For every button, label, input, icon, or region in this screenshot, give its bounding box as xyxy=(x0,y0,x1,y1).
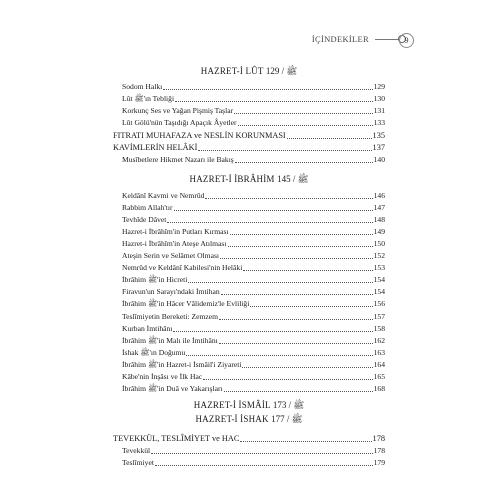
toc-entry-title: İbrâhim ﷺ'in Hazret-i İsmâil'i Ziyareti xyxy=(122,359,242,369)
toc-entry-title: Ateşin Serin ve Selâmet Olması xyxy=(122,251,220,261)
dot-leader xyxy=(228,246,373,247)
toc-entry-page: 137 xyxy=(372,143,385,153)
toc-entry-page: 163 xyxy=(373,347,385,357)
toc-entry[interactable] xyxy=(113,383,385,395)
toc-entry-title: İbrâhim ﷺ'in Malı ile İmtihânı xyxy=(122,335,218,345)
toc-entry[interactable] xyxy=(113,129,385,142)
toc-entry-page: 133 xyxy=(373,118,385,128)
toc-entry-page: 154 xyxy=(373,275,385,285)
toc-entry-page: 140 xyxy=(373,155,385,165)
toc-entry-title: İbrâhim ﷺ'in Hâcer Vâlidemiz'le Evliliği xyxy=(122,299,250,309)
dot-leader xyxy=(224,391,373,392)
toc-entry-title: Kurban İmtihânı xyxy=(122,323,173,333)
toc-entry[interactable] xyxy=(113,226,385,238)
toc-entry-title: İshak ﷺ'ın Doğumu xyxy=(122,347,186,357)
toc-entry-page: 130 xyxy=(373,94,385,104)
toc-entry[interactable] xyxy=(113,310,385,322)
toc-entry[interactable] xyxy=(113,142,385,155)
dot-leader xyxy=(198,150,371,151)
dot-leader xyxy=(240,441,371,442)
toc-entry-title: Hazret-i İbrâhîm'in Ateşe Atılması xyxy=(122,238,227,248)
page-number: 9 xyxy=(399,33,414,48)
toc-entry-page: 154 xyxy=(373,287,385,297)
toc-entry-page: 149 xyxy=(373,226,385,236)
toc-entry-title: Nemrûd ve Keldânî Kabilesi'nin Helâki xyxy=(122,263,243,273)
section-heading: HAZRET-İ İSHAK ﷺ / 177 xyxy=(195,414,303,425)
toc-entry[interactable] xyxy=(113,432,385,445)
toc-entry-title: KAVİMLERİN HELÂKİ xyxy=(113,143,198,153)
toc-entry[interactable] xyxy=(113,298,385,310)
toc-entry[interactable] xyxy=(113,214,385,226)
toc-entry-title: Teslîmiyetin Bereketi: Zemzem xyxy=(122,311,219,321)
toc-entry[interactable] xyxy=(113,105,385,117)
toc-entry-page: 135 xyxy=(372,130,385,140)
dot-leader xyxy=(243,270,372,271)
toc-entry-title: Hazret-i İbrâhîm'in Putları Kırması xyxy=(122,226,229,236)
toc-entry-title: Keldânî Kavmi ve Nemrûd xyxy=(122,190,205,200)
toc-entry[interactable] xyxy=(113,189,385,201)
toc-entry[interactable] xyxy=(113,323,385,335)
toc-entry-title: Tevhîde Dâvet xyxy=(122,214,167,224)
toc-entry-title: FITRATI MUHAFAZA ve NESLİN KORUNMASI xyxy=(113,130,286,140)
header-rule xyxy=(375,39,399,40)
dot-leader xyxy=(163,89,372,90)
toc-entry-page: 129 xyxy=(373,82,385,92)
toc-entry[interactable] xyxy=(113,250,385,262)
toc-entry-title: Rabbim Allah'tır xyxy=(122,202,173,212)
toc-entry-page: 165 xyxy=(373,371,385,381)
dot-leader xyxy=(155,465,373,466)
toc-entry-title: Lût Gölü'nün Taşıdığı Apaçık Âyetler xyxy=(122,118,237,128)
toc-entry-title: Firavun'un Sarayı'ndaki İmtihan xyxy=(122,287,220,297)
toc-entry[interactable] xyxy=(113,371,385,383)
dot-leader xyxy=(238,125,373,126)
toc-entry-page: 156 xyxy=(373,299,385,309)
toc-entry-page: 150 xyxy=(373,238,385,248)
dot-leader xyxy=(220,258,373,259)
toc-entry[interactable] xyxy=(113,335,385,347)
dot-leader xyxy=(173,331,372,332)
toc-entry[interactable] xyxy=(113,274,385,286)
dot-leader xyxy=(205,198,372,199)
toc-entry-title: Tevekkül xyxy=(122,445,151,455)
table-of-contents xyxy=(113,64,385,469)
dot-leader xyxy=(235,162,373,163)
dot-leader xyxy=(287,138,372,139)
toc-entry[interactable] xyxy=(113,238,385,250)
dot-leader xyxy=(175,101,373,102)
toc-entry[interactable] xyxy=(113,347,385,359)
toc-entry-page: 162 xyxy=(373,335,385,345)
dot-leader xyxy=(167,222,372,223)
toc-entry-title: İbrâhim ﷺ'in Duâ ve Yakarışları xyxy=(122,384,223,394)
dot-leader xyxy=(219,319,373,320)
toc-entry-title: TEVEKKÜL, TESLÎMİYET ve HAC xyxy=(113,433,240,443)
dot-leader xyxy=(221,294,373,295)
section-heading: HAZRET-İ LÛT ﷺ / 129 xyxy=(200,66,298,76)
toc-entry-title: Sodom Halkı xyxy=(122,82,163,92)
toc-entry-title: İbrâhim ﷺ'in Hicreti xyxy=(122,275,188,285)
dot-leader xyxy=(250,306,372,307)
toc-entry[interactable] xyxy=(113,286,385,298)
dot-leader xyxy=(242,367,372,368)
toc-entry[interactable] xyxy=(113,93,385,105)
toc-entry-page: 158 xyxy=(373,323,385,333)
toc-entry[interactable] xyxy=(113,445,385,457)
toc-entry[interactable] xyxy=(113,262,385,274)
dot-leader xyxy=(203,379,372,380)
toc-entry-title: Kâbe'nin İnşâsı ve İlk Hac xyxy=(122,371,203,381)
toc-entry-page: 168 xyxy=(373,384,385,394)
toc-entry-page: 131 xyxy=(373,106,385,116)
dot-leader xyxy=(186,355,372,356)
dot-leader xyxy=(230,234,373,235)
toc-entry-page: 178 xyxy=(373,445,385,455)
toc-entry-page: 179 xyxy=(373,457,385,467)
header-label: İÇİNDEKİLER xyxy=(311,34,369,44)
toc-entry-page: 157 xyxy=(373,311,385,321)
dot-leader xyxy=(234,113,372,114)
toc-entry[interactable] xyxy=(113,117,385,129)
toc-entry[interactable] xyxy=(113,81,385,93)
toc-entry[interactable] xyxy=(113,154,385,166)
toc-entry-title: Korkunç Ses ve Yağan Pişmiş Taşlar xyxy=(122,106,234,116)
toc-entry[interactable] xyxy=(113,202,385,214)
toc-entry-page: 148 xyxy=(373,214,385,224)
toc-entry-page: 164 xyxy=(373,359,385,369)
toc-entry-title: Musîbetlere Hikmet Nazarı ile Bakış xyxy=(122,155,234,165)
dot-leader xyxy=(151,453,372,454)
toc-entry-page: 147 xyxy=(373,202,385,212)
toc-entry[interactable] xyxy=(113,457,385,469)
section-heading: HAZRET-İ İBRÂHİM ﷺ / 145 xyxy=(189,174,309,185)
section-heading: HAZRET-İ İSMÂİL ﷺ / 173 xyxy=(193,400,305,411)
dot-leader xyxy=(219,343,373,344)
dot-leader xyxy=(174,210,373,211)
toc-entry[interactable] xyxy=(113,359,385,371)
toc-entry-page: 178 xyxy=(372,433,385,443)
toc-entry-page: 153 xyxy=(373,263,385,273)
dot-leader xyxy=(188,282,372,283)
toc-entry-page: 152 xyxy=(373,251,385,261)
toc-entry-page: 146 xyxy=(373,190,385,200)
toc-entry-title: Teslîmiyet xyxy=(122,457,154,467)
toc-entry-title: Lût ﷺ'ın Tebliği xyxy=(122,94,175,104)
running-header xyxy=(312,34,406,44)
